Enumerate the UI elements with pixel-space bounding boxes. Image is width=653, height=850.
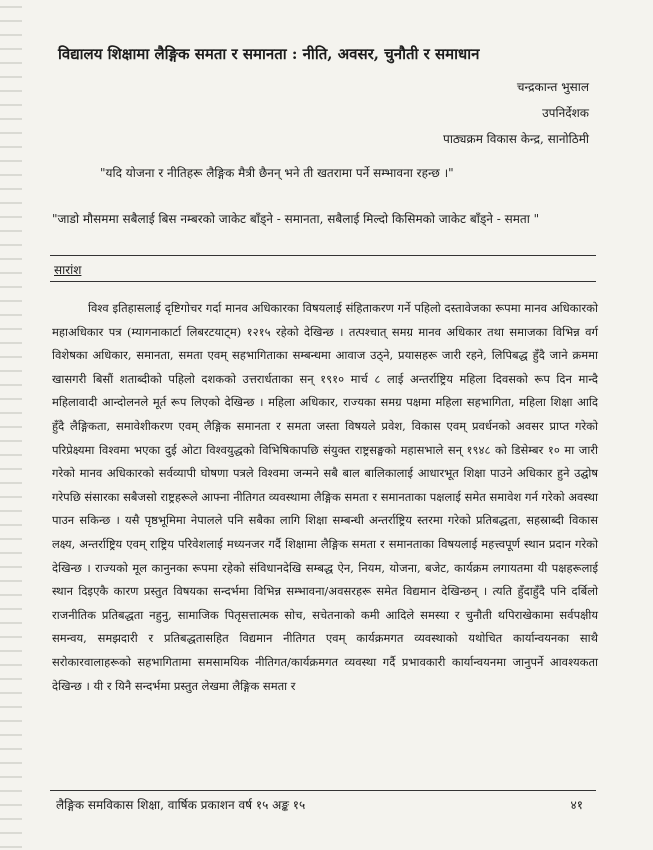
- article-title: विद्यालय शिक्षामा लैङ्गिक समता र समानता : नीति, अवसर, चुनौती र समाधान: [58, 45, 480, 63]
- summary-body-paragraph: विश्व इतिहासलाई दृष्टिगोचर गर्दा मानव अधिकारका विषयलाई संहिताकरण गर्ने पहिलो दस्तावेजका रूपमा मानव अधिकारको महाअधिकार पत्र (म्यागनाकार्टा लिबरटयाट्म) १२१५ रहेको देखिन्छ । तत्पश्चात् समग्र मानव अधिकार तथा समाजका विभिन्न वर्ग विशेषका अधिकार, समानता, समता एवम् सहभागिताका सम्बन्धमा आवाज उठ्ने, प्रयासहरू जारी रहने, लिपिबद्ध हुँदै जाने क्रममा खासगरी बिसौं शताब्दीको पहिलो दशकको उत्तरार्धताका सन् १९१० मार्च ८ लाई अन्तर्राष्ट्रिय महिला दिवसको रूप दिन मान्दै महिलावादी आन्दोलनले मूर्त रूप लिएको देखिन्छ । महिला अधिकार, राज्यका समग्र पक्षमा महिला सहभागिता, महिला शिक्षा आदि हुँदै लैङ्गिकता, समावेशीकरण एवम् लैङ्गिक समानता र समता जस्ता विषयले प्रवेश, विकास एवम् प्रवर्धनको अवसर प्राप्त गरेको परिप्रेक्ष्यमा विश्वमा भएका दुई ओटा विश्वयुद्धको विभिषिकापछि संयुक्त राष्ट्रसङ्घको महासभाले सन् १९४८ को डिसेम्बर १० मा जारी गरेको मानव अधिकारको सर्वव्यापी घोषणा पत्रले विश्वमा जन्मने सबै बाल बालिकालाई आधारभूत शिक्षा पाउने अधिकार हुने उद्घोष गरेपछि संसारका सबैजसो राष्ट्रहरूले आफ्ना नीतिगत व्यवस्थामा लैङ्गिक समता र समानताका पक्षलाई समेत समावेश गर्न गरेको अवस्था पाउन सकिन्छ । यसै पृष्ठभूमिमा नेपालले पनि सबैका लागि शिक्षा सम्बन्धी अन्तर्राष्ट्रिय स्तरमा गरेको प्रतिबद्धता, सहस्राब्दी विकास लक्ष्य, अन्तर्राष्ट्रिय एवम् राष्ट्रिय परिवेशलाई मध्यनजर गर्दै शिक्षामा लैङ्गिक समता र समानताका विषयलाई महत्त्वपूर्ण स्थान प्रदान गरेको देखिन्छ । राज्यको मूल कानुनका रूपमा रहेको संविधानदेखि सम्बद्ध ऐन, नियम, योजना, बजेट, कार्यक्रम लगायतमा यी पक्षहरूलाई स्थान दिइएकै कारण प्रस्तुत विषयका सन्दर्भमा विभिन्न सम्भावना/अवसरहरू समेत विद्यमान देखिन्छन् । त्यति हुँदाहुँदै पनि दर्बिलो राजनीतिक प्रतिबद्धता नहुनु, सामाजिक पितृसत्तात्मक सोच, सचेतनाको कमी आदिले समस्या र चुनौती थपिराखेकामा सर्वपक्षीय समन्वय, समझदारी र प्रतिबद्धतासहित विद्यमान नीतिगत एवम् कार्यक्रमगत व्यवस्थाको यथोचित कार्यान्वयनका साथै सरोकारवालाहरूको सहभागितामा समसामयिक नीतिगत/कार्यक्रमगत व्यवस्था गर्दै प्रभावकारी कार्यान्वयनमा जानुपर्ने आवश्यकता देखिन्छ । यी र यिनै सन्दर्भमा प्रस्तुत लेखमा लैङ्गिक समता र: [52, 301, 598, 693]
- footer-publication: लैङ्गिक समविकास शिक्षा, वार्षिक प्रकाशन वर्ष १५ अङ्क १५: [56, 798, 306, 812]
- page-number: ४१: [570, 798, 583, 812]
- author-role: उपनिर्देशक: [542, 106, 589, 120]
- divider-line: [50, 255, 596, 256]
- footer-divider: [50, 790, 596, 791]
- author-organization: पाठ्यक्रम विकास केन्द्र, सानोठिमी: [443, 132, 589, 146]
- summary-heading: सारांश: [54, 263, 82, 277]
- secondary-quote: "जाडो मौसममा सबैलाई बिस नम्बरको जाकेट बाँड्ने - समानता, सबैलाई मिल्दो किसिमको जाकेट बाँड्ने - समता ": [52, 212, 540, 226]
- author-name: चन्द्रकान्त भुसाल: [516, 80, 589, 94]
- spiral-binding-edge: [0, 0, 22, 850]
- divider-line: [50, 281, 596, 282]
- epigraph-quote: "यदि योजना र नीतिहरू लैङ्गिक मैत्री छैनन् भने ती खतरामा पर्ने सम्भावना रहन्छ ।": [100, 166, 454, 180]
